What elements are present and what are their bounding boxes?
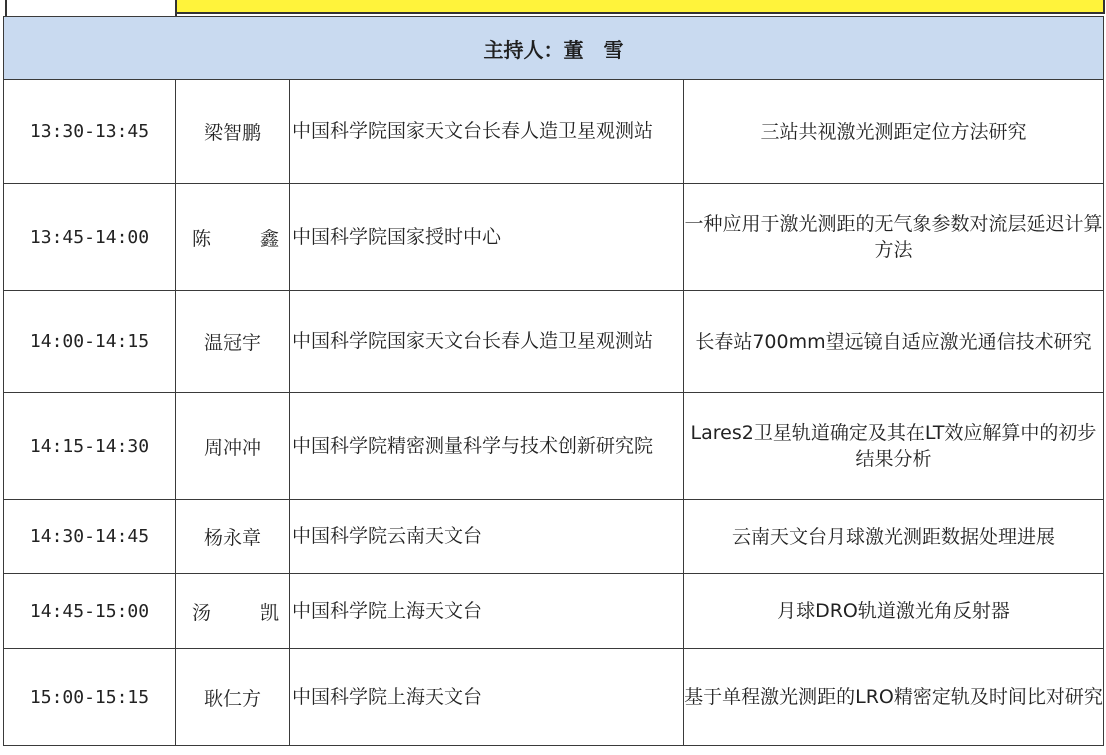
top-strip-cell-left [5, 0, 177, 16]
time-cell: 14:15-14:30 [4, 393, 176, 500]
time-cell: 14:30-14:45 [4, 500, 176, 574]
topic-cell: 月球DRO轨道激光角反射器 [684, 574, 1104, 649]
speaker-name: 杨永章 [176, 500, 290, 574]
table-row [4, 291, 1104, 393]
speaker-name: 汤 凯 [176, 574, 290, 649]
organization-cell: 中国科学院上海天文台 [290, 574, 684, 649]
time-cell: 13:45-14:00 [4, 184, 176, 291]
topic-cell: 一种应用于激光测距的无气象参数对流层延迟计算方法 [684, 184, 1104, 291]
table-row [4, 500, 1104, 574]
host-row [4, 17, 1104, 80]
time-cell: 14:00-14:15 [4, 291, 176, 393]
table-row [4, 649, 1104, 746]
speaker-name: 梁智鹏 [176, 80, 290, 184]
topic-cell: 长春站700mm望远镜自适应激光通信技术研究 [684, 291, 1104, 393]
organization-cell: 中国科学院国家天文台长春人造卫星观测站 [290, 291, 684, 393]
top-strip-cell-yellow [175, 0, 1105, 14]
organization-cell: 中国科学院上海天文台 [290, 649, 684, 746]
topic-cell: 基于单程激光测距的LRO精密定轨及时间比对研究 [684, 649, 1104, 746]
topic-cell: 云南天文台月球激光测距数据处理进展 [684, 500, 1104, 574]
topic-cell: 三站共视激光测距定位方法研究 [684, 80, 1104, 184]
speaker-name: 温冠宇 [176, 291, 290, 393]
table-row [4, 393, 1104, 500]
organization-cell: 中国科学院国家授时中心 [290, 184, 684, 291]
speaker-name: 周冲冲 [176, 393, 290, 500]
organization-cell: 中国科学院云南天文台 [290, 500, 684, 574]
table-row [4, 80, 1104, 184]
time-cell: 13:30-13:45 [4, 80, 176, 184]
topic-cell: Lares2卫星轨道确定及其在LT效应解算中的初步结果分析 [684, 393, 1104, 500]
speaker-name: 陈 鑫 [176, 184, 290, 291]
time-cell: 14:45-15:00 [4, 574, 176, 649]
host-label: 主持人：董 雪 [4, 17, 1104, 80]
time-cell: 15:00-15:15 [4, 649, 176, 746]
table-row [4, 184, 1104, 291]
speaker-name: 耿仁方 [176, 649, 290, 746]
table-row [4, 574, 1104, 649]
organization-cell: 中国科学院国家天文台长春人造卫星观测站 [290, 80, 684, 184]
organization-cell: 中国科学院精密测量科学与技术创新研究院 [290, 393, 684, 500]
schedule-table [3, 16, 1104, 746]
